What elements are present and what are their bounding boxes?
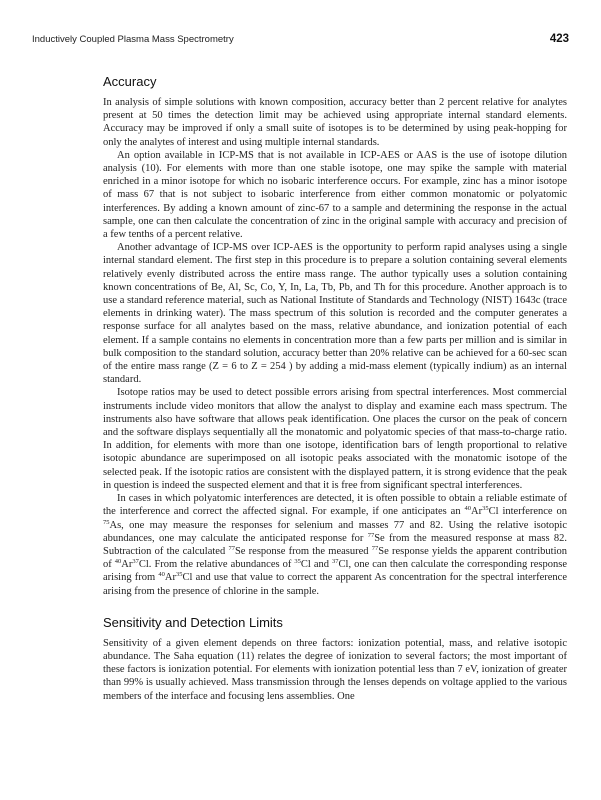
section-heading-accuracy: Accuracy (103, 74, 157, 89)
paragraph: Isotope ratios may be used to detect possible errors arising from spectral interferences. Most commercial instruments include video monitors that allow the analyst to display and examine each mass spectrum. The instruments also have software that allows peak identification. One places the cursor on the peak of concern and the software displays sequentially all the monatomic and polyatomic species of that mass-to-charge ratio. In addition, for elements with more than one isotope, identification bars of length proportional to relative isotopic abundance are superimposed on all isotopic peaks associated with the monatomic isotope of the selected peak. If the isotopic ratios are consistent with the displayed pattern, it is strong evidence that the peak in question is indeed the suspected element and that it is free from significant spectral interferences. (103, 387, 567, 491)
section-heading-sensitivity: Sensitivity and Detection Limits (103, 614, 283, 630)
paragraph-interference-correction: In cases in which polyatomic interferences are detected, it is often possible to obtain a reliable estimate of the interference and correct the affected signal. For example, if one anticipates an $^{40}$Ar$^{35}$Cl interference on $^{75}$As, one may measure the responses for selenium and masses 77 and 82. Using the relative isotopic abundances, one may calculate the anticipated response for $^{77}$Se from the measured response at mass 82. Subtraction of the calculated $^{77}$Se response from the measured $^{77}$Se response yields the apparent contribution of $^{40}$Ar$^{37}$Cl. From the relative abundances of $^{35}$Cl and $^{37}$Cl, one can then calculate the corresponding response arising from $^{40}$Ar$^{35}$Cl and use that value to correct the apparent As concentration for the spectral interference arising from the presence of chlorine in the sample. (103, 493, 567, 597)
running-header (32, 33, 569, 45)
paragraph: Sensitivity of a given element depends on three factors: ionization potential, mass, and relative isotopic abundance. The Saha equation (11) relates the degree of ionization to several factors; the most important of these factors is ionization potential. For elements with ionization potential less than 7 eV, ionization of greater than 99% is usually achieved. Mass transmission through the lenses depends on voltage applied to the various members of the interface and focusing lens assemblies. One (103, 637, 567, 702)
running-title: Inductively Coupled Plasma Mass Spectrometry (32, 34, 234, 45)
paragraph: Another advantage of ICP-MS over ICP-AES is the opportunity to perform rapid analyses using a single internal standard element. The first step in this procedure is to prepare a solution containing several elements relatively evenly distributed across the entire mass range. The author typically uses a solution containing known concentrations of Be, Al, Sc, Co, Y, In, La, Tb, Pb, and Th for this procedure. Another approach is to use a standard reference material, such as National Institute of Standards and Technology (NIST) 1643c (trace elements in drinking water). The mass spectrum of this solution is recorded and the computer generates a response surface for all analytes based on the mass, relative abundance, and ionization potential of each element. If a sample contains no elements in concentration more than a few parts per million and is similar in bulk composition to the standard solution, accuracy better than 20% relative can be achieved for a 60-sec scan of the entire mass range (Z = 6 to Z = 254 ) by adding a mid-mass element (typically indium) as an internal standard. (103, 242, 567, 386)
paragraph: An option available in ICP-MS that is not available in ICP-AES or AAS is the use of isotope dilution analysis (10). For elements with more than one stable isotope, one may spike the sample with material enriched in a minor isotope for which no isobaric interference occurs. For example, zinc has a minor isotope of mass 67 that is not subject to isobaric interference from either common monatomic or polyatomic interferences. By adding a known amount of zinc-67 to a sample and determining the response in the actual sample, one can then calculate the concentration of zinc in the original sample with accuracy and precision of a few tenths of a percent relative. (103, 149, 567, 241)
page-number: 423 (549, 33, 569, 45)
page-content (103, 74, 567, 703)
paragraph: In analysis of simple solutions with known composition, accuracy better than 2 percent relative for analytes present at 50 times the detection limit may be achieved using appropriate internal standard elements. Accuracy may be improved if only a small suite of isotopes is to be determined by using peak-hopping for only the analytes of interest and using multiple internal standards. (103, 97, 567, 148)
